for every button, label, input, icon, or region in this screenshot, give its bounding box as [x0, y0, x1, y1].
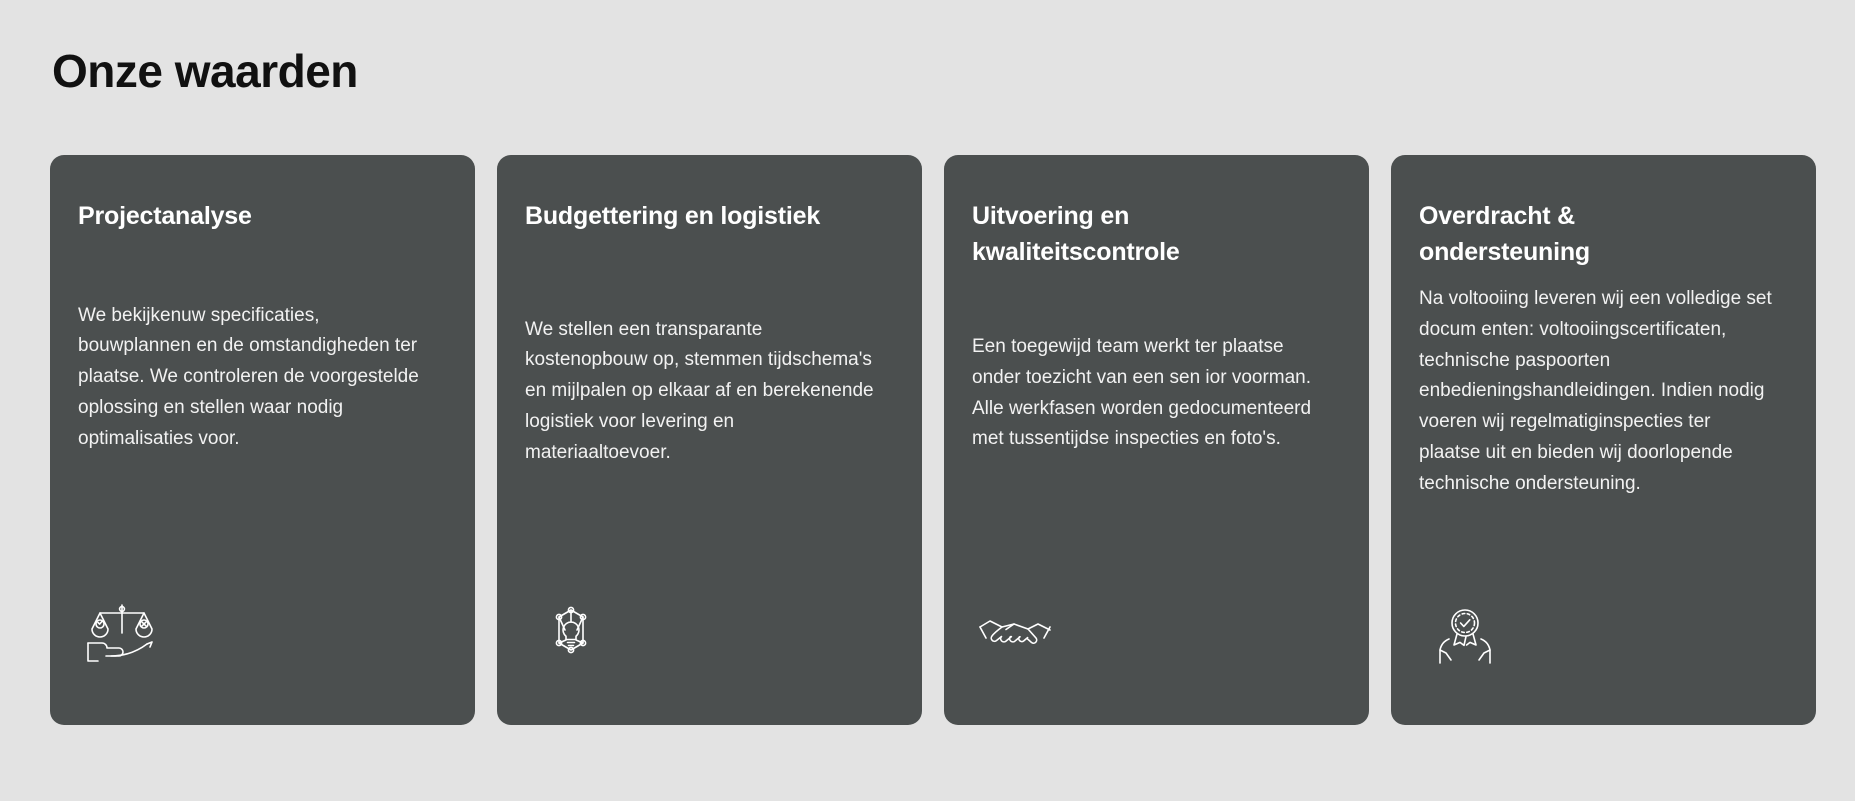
card-title: Overdracht & ondersteuning [1419, 202, 1591, 266]
value-card-projectanalyse [50, 155, 475, 725]
values-card-list [50, 155, 1805, 725]
card-title: Uitvoering en kwaliteitscontrole [972, 202, 1180, 266]
page-title: Onze waarden [52, 45, 358, 97]
handshake-icon [972, 599, 1064, 669]
card-body: Een toegewijd team werkt ter plaatse onder toezicht van een sen ior voorman. Alle werkfasen worden gedocumenteerd met tussentijdse inspecties en foto's. [972, 336, 1312, 450]
hands-certificate-icon [1419, 599, 1511, 669]
value-card-uitvoering-en-kwaliteitscontrole [944, 155, 1369, 725]
card-title: Projectanalyse [78, 202, 252, 231]
scales-on-hand-icon [78, 599, 170, 669]
value-card-overdracht-ondersteuning [1391, 155, 1816, 725]
card-body: We stellen een transparante kostenopbouw op, stemmen tijdschema's en mijlpalen op elkaar af en berekenende logistiek voor levering en materiaaltoevoer. [525, 318, 874, 463]
card-body: We bekijkenuw specificaties, bouwplannen en de omstandigheden ter plaatse. We controleren de voorgestelde oplossing en stellen waar nodig optimalisaties voor. [78, 304, 419, 449]
value-card-budgettering-en-logistiek [497, 155, 922, 725]
card-body: Na voltooiing leveren wij een volledige set docum enten: voltooiingscertificaten, technische paspoorten enbedieningshandleidingen. Indien nodig voeren wij regelmatiginspecties ter plaatse uit en bieden wij doorlopende technische ondersteuning. [1419, 288, 1772, 494]
card-title: Budgettering en logistiek [525, 202, 821, 231]
lightbulb-network-icon [525, 599, 617, 669]
